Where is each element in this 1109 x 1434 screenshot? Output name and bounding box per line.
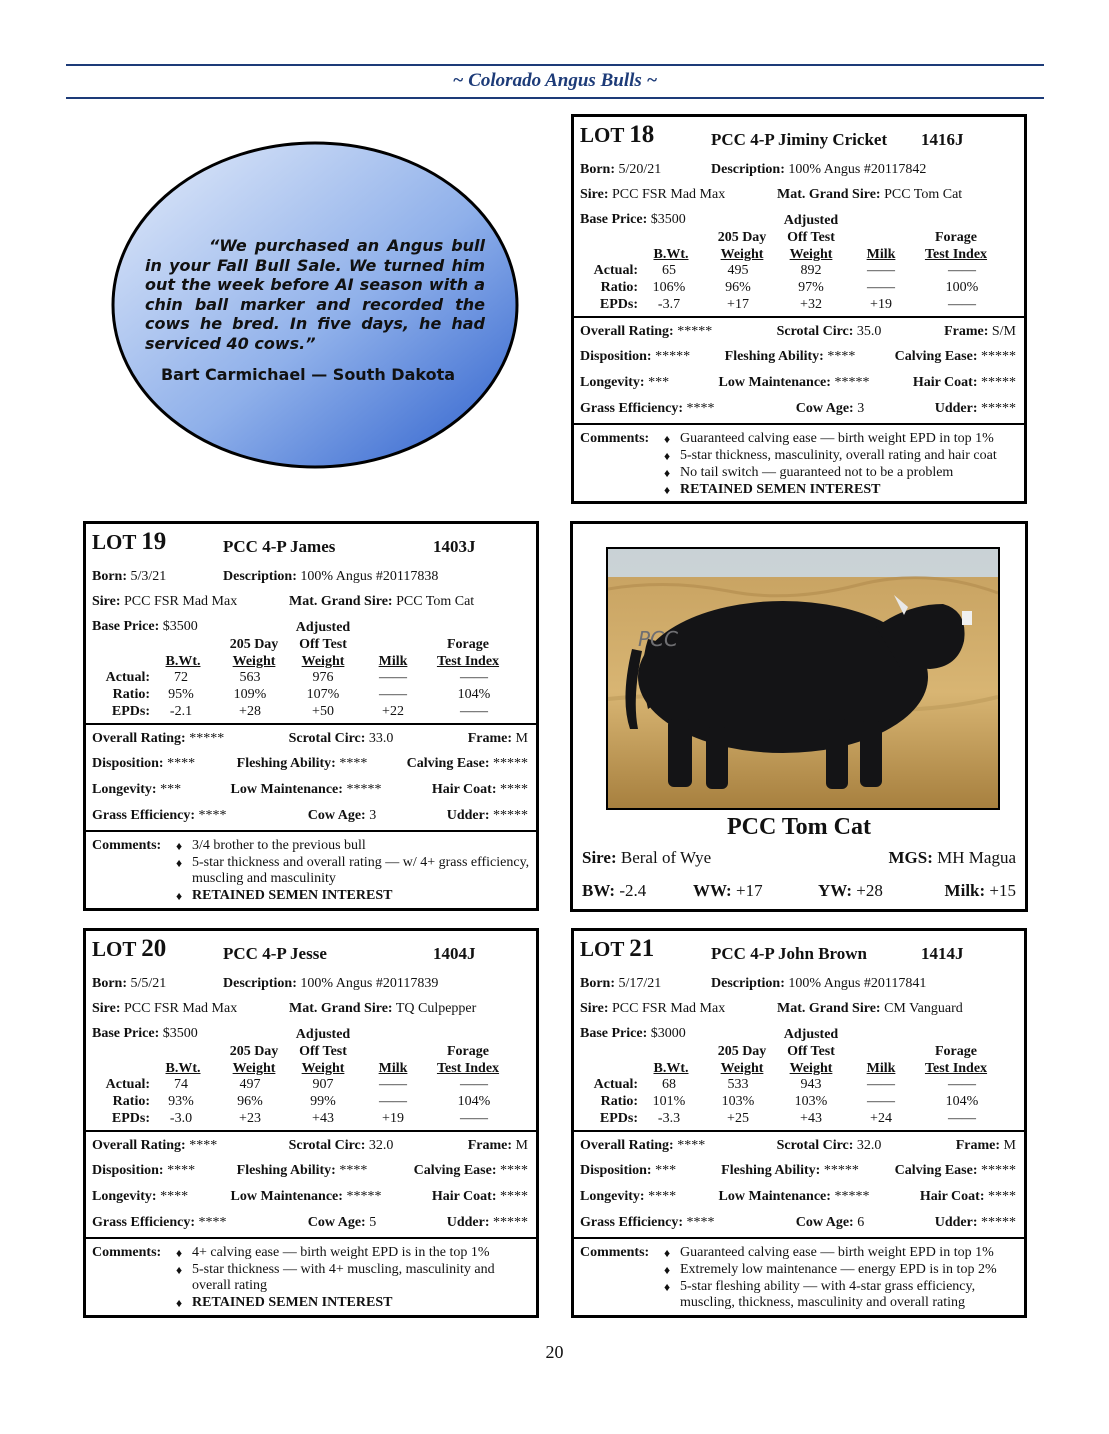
table-cell: 109%: [233, 687, 267, 702]
base-price: Base Price: $3500: [92, 619, 198, 634]
rating-hair-coat: Hair Coat: *****: [912, 375, 1016, 390]
rating-scrotal: Scrotal Circ: 32.0: [288, 1138, 394, 1153]
row-label: Actual:: [593, 1077, 638, 1092]
row-label: Ratio:: [600, 280, 638, 295]
col-header: B.Wt.: [165, 654, 201, 669]
col-header: Forage Test Index: [924, 1044, 988, 1076]
rating-grass: Grass Efficiency: ****: [580, 401, 715, 416]
bull-tag: 1416J: [921, 130, 964, 149]
table-cell: -2.1: [169, 704, 193, 719]
table-cell: 103%: [794, 1094, 828, 1109]
table-cell: ——: [867, 263, 895, 278]
rating-frame: Frame: M: [467, 1138, 528, 1153]
mat-grand-sire: Mat. Grand Sire: PCC Tom Cat: [289, 594, 475, 609]
col-header: Milk: [378, 654, 408, 669]
col-header: Adjusted Off Test Weight: [783, 213, 839, 262]
lot-info: [574, 931, 1024, 1130]
description: Description: 100% Angus #20117841: [711, 976, 927, 991]
row-label: EPDs:: [599, 1111, 638, 1126]
table-cell: ——: [948, 263, 976, 278]
table-cell: 907: [312, 1077, 334, 1092]
table-cell: +22: [382, 704, 404, 719]
table-cell: 495: [727, 263, 749, 278]
row-label: EPDs:: [111, 1111, 150, 1126]
rating-overall: Overall Rating: ****: [92, 1138, 218, 1153]
comments-label: Comments:: [580, 431, 650, 446]
rating-frame: Frame: M: [955, 1138, 1016, 1153]
lot-card: [83, 928, 539, 1318]
table-cell: 101%: [652, 1094, 686, 1109]
table-cell: +43: [312, 1111, 334, 1126]
table-cell: ——: [379, 1077, 407, 1092]
rating-disposition: Disposition: ****: [92, 756, 196, 771]
rating-udder: Udder: *****: [446, 808, 528, 823]
rating-overall: Overall Rating: *****: [92, 731, 225, 746]
ww-value: WW: +17: [693, 881, 763, 900]
rating-longevity: Longevity: ***: [580, 375, 670, 390]
col-header: B.Wt.: [165, 1061, 201, 1076]
table-cell: 107%: [306, 687, 340, 702]
table-cell: 74: [174, 1077, 188, 1092]
bull-brand: PCC: [638, 627, 678, 651]
table-cell: 104%: [457, 687, 491, 702]
rating-grass: Grass Efficiency: ****: [92, 1215, 227, 1230]
col-header: B.Wt.: [653, 1061, 689, 1076]
table-cell: ——: [379, 687, 407, 702]
table-cell: 533: [727, 1077, 749, 1092]
col-header: 205 Day Weight: [717, 230, 767, 262]
rating-scrotal: Scrotal Circ: 33.0: [288, 731, 394, 746]
rating-fleshing: Fleshing Ability: ****: [236, 1163, 368, 1178]
lot-card: [571, 114, 1027, 504]
rating-overall: Overall Rating: *****: [580, 324, 713, 339]
col-header: Adjusted Off Test Weight: [295, 620, 351, 669]
comments-label: Comments:: [580, 1245, 650, 1260]
table-cell: ——: [460, 670, 488, 685]
born: Born: 5/3/21: [92, 569, 167, 584]
table-cell: ——: [460, 1077, 488, 1092]
born: Born: 5/20/21: [580, 162, 662, 177]
table-cell: 106%: [652, 280, 686, 295]
table-cell: ——: [867, 1094, 895, 1109]
col-header: B.Wt.: [653, 247, 689, 262]
rating-disposition: Disposition: ****: [92, 1163, 196, 1178]
col-header: Milk: [378, 1061, 408, 1076]
table-cell: +17: [727, 297, 749, 312]
table-cell: 103%: [721, 1094, 755, 1109]
header-rule-bottom: [66, 97, 1044, 99]
comment-item: ♦ 5-star thickness, masculinity, overall rating and hair coat: [664, 448, 1018, 464]
rating-scrotal: Scrotal Circ: 35.0: [776, 324, 882, 339]
comments-label: Comments:: [92, 1245, 162, 1260]
rating-scrotal: Scrotal Circ: 32.0: [776, 1138, 882, 1153]
comments-list: [664, 431, 1018, 499]
lot-comments: [86, 1237, 536, 1315]
testimonial-attribution: Bart Carmichael — South Dakota: [160, 365, 456, 384]
mat-grand-sire: Mat. Grand Sire: CM Vanguard: [777, 1001, 963, 1016]
col-header: 205 Day Weight: [717, 1044, 767, 1076]
comment-item: ♦ 5-star thickness and overall rating — w/ 4+ grass efficiency, muscling and masculinity: [176, 855, 530, 887]
row-label: Ratio:: [112, 1094, 150, 1109]
sire: Sire: PCC FSR Mad Max: [580, 187, 726, 202]
col-header: Adjusted Off Test Weight: [783, 1027, 839, 1076]
table-cell: 976: [312, 670, 334, 685]
table-cell: +50: [312, 704, 334, 719]
col-header: Milk: [866, 1061, 896, 1076]
rating-hair-coat: Hair Coat: ****: [431, 782, 528, 797]
rating-overall: Overall Rating: ****: [580, 1138, 706, 1153]
table-cell: ——: [460, 1111, 488, 1126]
table-cell: 72: [174, 670, 188, 685]
table-cell: +23: [239, 1111, 261, 1126]
bull-name: PCC 4-P Jesse: [223, 944, 327, 963]
table-cell: +32: [800, 297, 822, 312]
table-cell: -3.3: [657, 1111, 681, 1126]
comments-list: [176, 1245, 530, 1312]
page-number: 20: [545, 1342, 564, 1362]
rating-cow-age: Cow Age: 6: [795, 1215, 865, 1230]
bw-value: BW: -2.4: [582, 881, 647, 900]
table-cell: 96%: [237, 1094, 263, 1109]
col-header: Adjusted Off Test Weight: [295, 1027, 351, 1076]
col-header: Forage Test Index: [436, 637, 500, 669]
yw-value: YW: +28: [818, 881, 883, 900]
comments-list: [176, 838, 530, 905]
table-cell: 104%: [945, 1094, 979, 1109]
rating-longevity: Longevity: ***: [92, 782, 182, 797]
rating-udder: Udder: *****: [934, 401, 1016, 416]
rating-hair-coat: Hair Coat: ****: [431, 1189, 528, 1204]
lot-ratings: [86, 723, 536, 832]
rating-fleshing: Fleshing Ability: ****: [236, 756, 368, 771]
base-price: Base Price: $3500: [580, 212, 686, 227]
bull-tag: 1414J: [921, 944, 964, 963]
lot-info: [86, 524, 536, 723]
table-cell: 93%: [168, 1094, 194, 1109]
mgs-line: MGS: MH Magua: [888, 848, 1016, 867]
row-label: Actual:: [105, 670, 150, 685]
table-cell: 99%: [310, 1094, 336, 1109]
testimonial-quote: “We purchased an Angus bull in your Fall Bull Sale. We turned him out the week before AI season with a chin ball marker and recorded the cows he bred. In five days, he had serviced 40 cows.”: [145, 236, 485, 353]
sire-photo-card: [570, 521, 1028, 912]
col-header: Forage Test Index: [436, 1044, 500, 1076]
lot-info: [86, 931, 536, 1130]
sire: Sire: PCC FSR Mad Max: [92, 594, 238, 609]
lot-card: [571, 928, 1027, 1318]
rating-udder: Udder: *****: [446, 1215, 528, 1230]
table-cell: ——: [948, 1111, 976, 1126]
rating-disposition: Disposition: *****: [580, 349, 691, 364]
col-header: Forage Test Index: [924, 230, 988, 262]
row-label: EPDs:: [111, 704, 150, 719]
row-label: Ratio:: [112, 687, 150, 702]
rating-longevity: Longevity: ****: [92, 1189, 189, 1204]
rating-longevity: Longevity: ****: [580, 1189, 677, 1204]
comment-item: ♦ Extremely low maintenance — energy EPD is in top 2%: [664, 1262, 1018, 1278]
comment-item: ♦ No tail switch — guaranteed not to be a problem: [664, 465, 1018, 481]
table-cell: +43: [800, 1111, 822, 1126]
comments-label: Comments:: [92, 838, 162, 853]
table-cell: 563: [239, 670, 261, 685]
table-cell: ——: [948, 1077, 976, 1092]
rating-cow-age: Cow Age: 3: [307, 808, 377, 823]
rating-low-maintenance: Low Maintenance: *****: [718, 1189, 870, 1204]
lot-card: [83, 521, 539, 911]
row-label: Ratio:: [600, 1094, 638, 1109]
comment-item: ♦ RETAINED SEMEN INTEREST: [664, 482, 1018, 498]
rating-cow-age: Cow Age: 3: [795, 401, 865, 416]
rating-fleshing: Fleshing Ability: ****: [724, 349, 856, 364]
table-cell: +19: [870, 297, 892, 312]
table-cell: ——: [460, 704, 488, 719]
rating-grass: Grass Efficiency: ****: [580, 1215, 715, 1230]
rating-hair-coat: Hair Coat: ****: [919, 1189, 1016, 1204]
sire: Sire: PCC FSR Mad Max: [92, 1001, 238, 1016]
rating-calving: Calving Ease: *****: [406, 756, 528, 771]
lot-number: LOT 19: [92, 528, 167, 555]
table-cell: 68: [662, 1077, 676, 1092]
comment-item: ♦ RETAINED SEMEN INTEREST: [176, 888, 530, 904]
lot-number: LOT 18: [580, 121, 655, 148]
comment-item: ♦ Guaranteed calving ease — birth weight EPD in top 1%: [664, 1245, 1018, 1261]
milk-value: Milk: +15: [944, 881, 1016, 900]
rating-cow-age: Cow Age: 5: [307, 1215, 377, 1230]
page-header: ~ Colorado Angus Bulls ~: [452, 70, 658, 91]
rating-disposition: Disposition: ***: [580, 1163, 677, 1178]
sire-name: PCC Tom Cat: [726, 814, 871, 840]
table-cell: 65: [662, 263, 676, 278]
comment-item: ♦ 3/4 brother to the previous bull: [176, 838, 530, 854]
row-label: EPDs:: [599, 297, 638, 312]
table-cell: ——: [867, 1077, 895, 1092]
bull-illustration: [608, 549, 998, 808]
born: Born: 5/5/21: [92, 976, 167, 991]
lot-number: LOT 21: [580, 935, 655, 962]
mat-grand-sire: Mat. Grand Sire: TQ Culpepper: [289, 1001, 477, 1016]
table-cell: 95%: [168, 687, 194, 702]
sire-line: Sire: Beral of Wye: [582, 848, 712, 867]
col-header: Milk: [866, 247, 896, 262]
col-header: 205 Day Weight: [229, 637, 279, 669]
base-price: Base Price: $3000: [580, 1026, 686, 1041]
rating-low-maintenance: Low Maintenance: *****: [230, 1189, 382, 1204]
born: Born: 5/17/21: [580, 976, 662, 991]
table-cell: 96%: [725, 280, 751, 295]
lot-ratings: [574, 1130, 1024, 1239]
base-price: Base Price: $3500: [92, 1026, 198, 1041]
rating-calving: Calving Ease: *****: [894, 1163, 1016, 1178]
table-cell: +28: [239, 704, 261, 719]
rating-calving: Calving Ease: *****: [894, 349, 1016, 364]
comment-item: ♦ Guaranteed calving ease — birth weight EPD in top 1%: [664, 431, 1018, 447]
bull-name: PCC 4-P John Brown: [711, 944, 868, 963]
comment-item: ♦ RETAINED SEMEN INTEREST: [176, 1295, 530, 1311]
description: Description: 100% Angus #20117839: [223, 976, 439, 991]
lot-number: LOT 20: [92, 935, 167, 962]
rating-low-maintenance: Low Maintenance: *****: [230, 782, 382, 797]
table-cell: ——: [379, 670, 407, 685]
table-cell: 104%: [457, 1094, 491, 1109]
table-cell: 943: [800, 1077, 822, 1092]
table-cell: 100%: [945, 280, 979, 295]
rating-frame: Frame: S/M: [944, 324, 1016, 339]
rating-low-maintenance: Low Maintenance: *****: [718, 375, 870, 390]
table-cell: +19: [382, 1111, 404, 1126]
table-cell: 892: [800, 263, 822, 278]
col-header: 205 Day Weight: [229, 1044, 279, 1076]
row-label: Actual:: [593, 263, 638, 278]
rating-frame: Frame: M: [467, 731, 528, 746]
rating-grass: Grass Efficiency: ****: [92, 808, 227, 823]
lot-comments: [574, 423, 1024, 501]
lot-ratings: [86, 1130, 536, 1239]
description: Description: 100% Angus #20117838: [223, 569, 439, 584]
mat-grand-sire: Mat. Grand Sire: PCC Tom Cat: [777, 187, 963, 202]
table-cell: -3.0: [169, 1111, 193, 1126]
bull-photo: [606, 547, 1000, 810]
rating-udder: Udder: *****: [934, 1215, 1016, 1230]
row-label: Actual:: [105, 1077, 150, 1092]
comment-item: ♦ 5-star thickness — with 4+ muscling, masculinity and overall rating: [176, 1262, 530, 1294]
description: Description: 100% Angus #20117842: [711, 162, 927, 177]
lot-comments: [574, 1237, 1024, 1315]
lot-info: [574, 117, 1024, 316]
header-rule-top: [66, 64, 1044, 66]
table-cell: +24: [870, 1111, 892, 1126]
bull-name: PCC 4-P Jiminy Cricket: [711, 130, 888, 149]
lot-ratings: [574, 316, 1024, 425]
lot-comments: [86, 830, 536, 908]
table-cell: -3.7: [657, 297, 681, 312]
table-cell: ——: [379, 1094, 407, 1109]
bull-tag: 1403J: [433, 537, 476, 556]
comments-list: [664, 1245, 1018, 1312]
bull-tag: 1404J: [433, 944, 476, 963]
comment-item: ♦ 4+ calving ease — birth weight EPD is in the top 1%: [176, 1245, 530, 1261]
rating-fleshing: Fleshing Ability: *****: [721, 1163, 859, 1178]
rating-calving: Calving Ease: ****: [413, 1163, 528, 1178]
bull-name: PCC 4-P James: [223, 537, 336, 556]
table-cell: 97%: [798, 280, 824, 295]
table-cell: ——: [867, 280, 895, 295]
comment-item: ♦ 5-star fleshing ability — with 4-star grass efficiency, muscling, thickness, masculinity and overall rating: [664, 1279, 1018, 1311]
table-cell: 497: [239, 1077, 261, 1092]
table-cell: ——: [948, 297, 976, 312]
table-cell: +25: [727, 1111, 749, 1126]
sire: Sire: PCC FSR Mad Max: [580, 1001, 726, 1016]
